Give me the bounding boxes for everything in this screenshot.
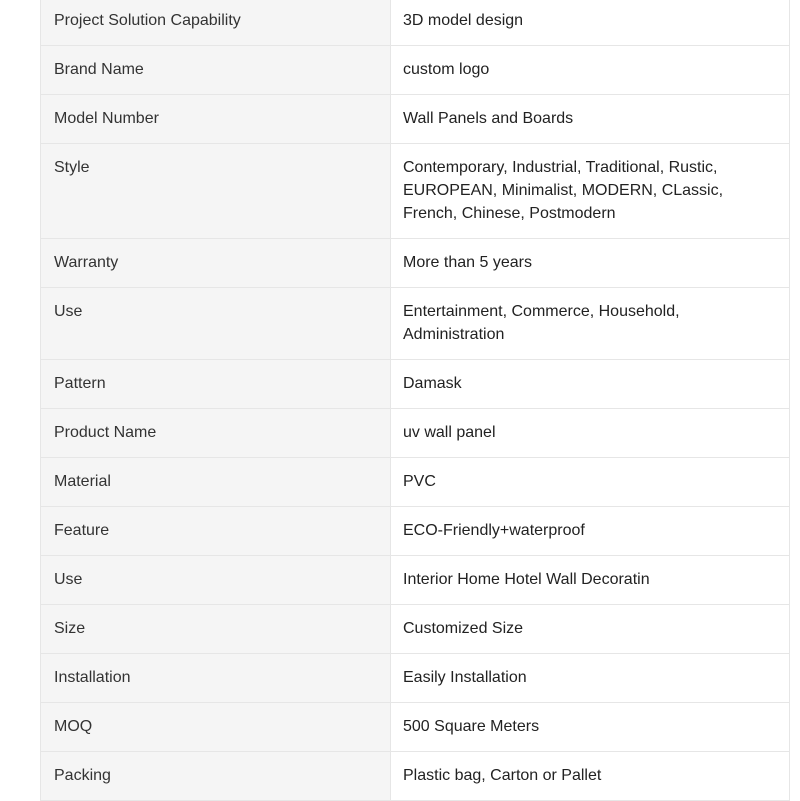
table-row <box>41 0 790 46</box>
table-row <box>41 556 790 605</box>
spec-value: More than 5 years <box>391 239 790 288</box>
spec-key: Use <box>41 556 391 605</box>
spec-value: Interior Home Hotel Wall Decoratin <box>391 556 790 605</box>
table-row <box>41 507 790 556</box>
spec-key: Model Number <box>41 95 391 144</box>
spec-key: Warranty <box>41 239 391 288</box>
spec-key: Product Name <box>41 409 391 458</box>
spec-value: 3D model design <box>391 0 790 46</box>
spec-key: Pattern <box>41 360 391 409</box>
spec-value: Damask <box>391 360 790 409</box>
spec-value: ECO-Friendly+waterproof <box>391 507 790 556</box>
table-row <box>41 752 790 801</box>
spec-value: Entertainment, Commerce, Household, Administration <box>391 288 790 360</box>
spec-value: PVC <box>391 458 790 507</box>
spec-key: Feature <box>41 507 391 556</box>
spec-key: Packing <box>41 752 391 801</box>
spec-value: Wall Panels and Boards <box>391 95 790 144</box>
spec-key: Brand Name <box>41 46 391 95</box>
table-row <box>41 95 790 144</box>
table-row <box>41 703 790 752</box>
table-row <box>41 239 790 288</box>
spec-key: Material <box>41 458 391 507</box>
spec-value: Contemporary, Industrial, Traditional, Rustic, EUROPEAN, Minimalist, MODERN, CLassic, French, Chinese, Postmodern <box>391 144 790 239</box>
table-row <box>41 458 790 507</box>
table-row <box>41 360 790 409</box>
spec-key: MOQ <box>41 703 391 752</box>
table-row <box>41 46 790 95</box>
table-row <box>41 409 790 458</box>
spec-key: Installation <box>41 654 391 703</box>
spec-key: Project Solution Capability <box>41 0 391 46</box>
spec-value: 500 Square Meters <box>391 703 790 752</box>
table-row <box>41 605 790 654</box>
spec-value: uv wall panel <box>391 409 790 458</box>
spec-key: Size <box>41 605 391 654</box>
spec-value: Easily Installation <box>391 654 790 703</box>
spec-value: Plastic bag, Carton or Pallet <box>391 752 790 801</box>
spec-value: Customized Size <box>391 605 790 654</box>
spec-key: Style <box>41 144 391 239</box>
spec-key: Use <box>41 288 391 360</box>
table-row <box>41 288 790 360</box>
spec-table-container <box>40 0 790 801</box>
table-row <box>41 144 790 239</box>
table-row <box>41 654 790 703</box>
spec-table <box>40 0 790 801</box>
spec-value: custom logo <box>391 46 790 95</box>
